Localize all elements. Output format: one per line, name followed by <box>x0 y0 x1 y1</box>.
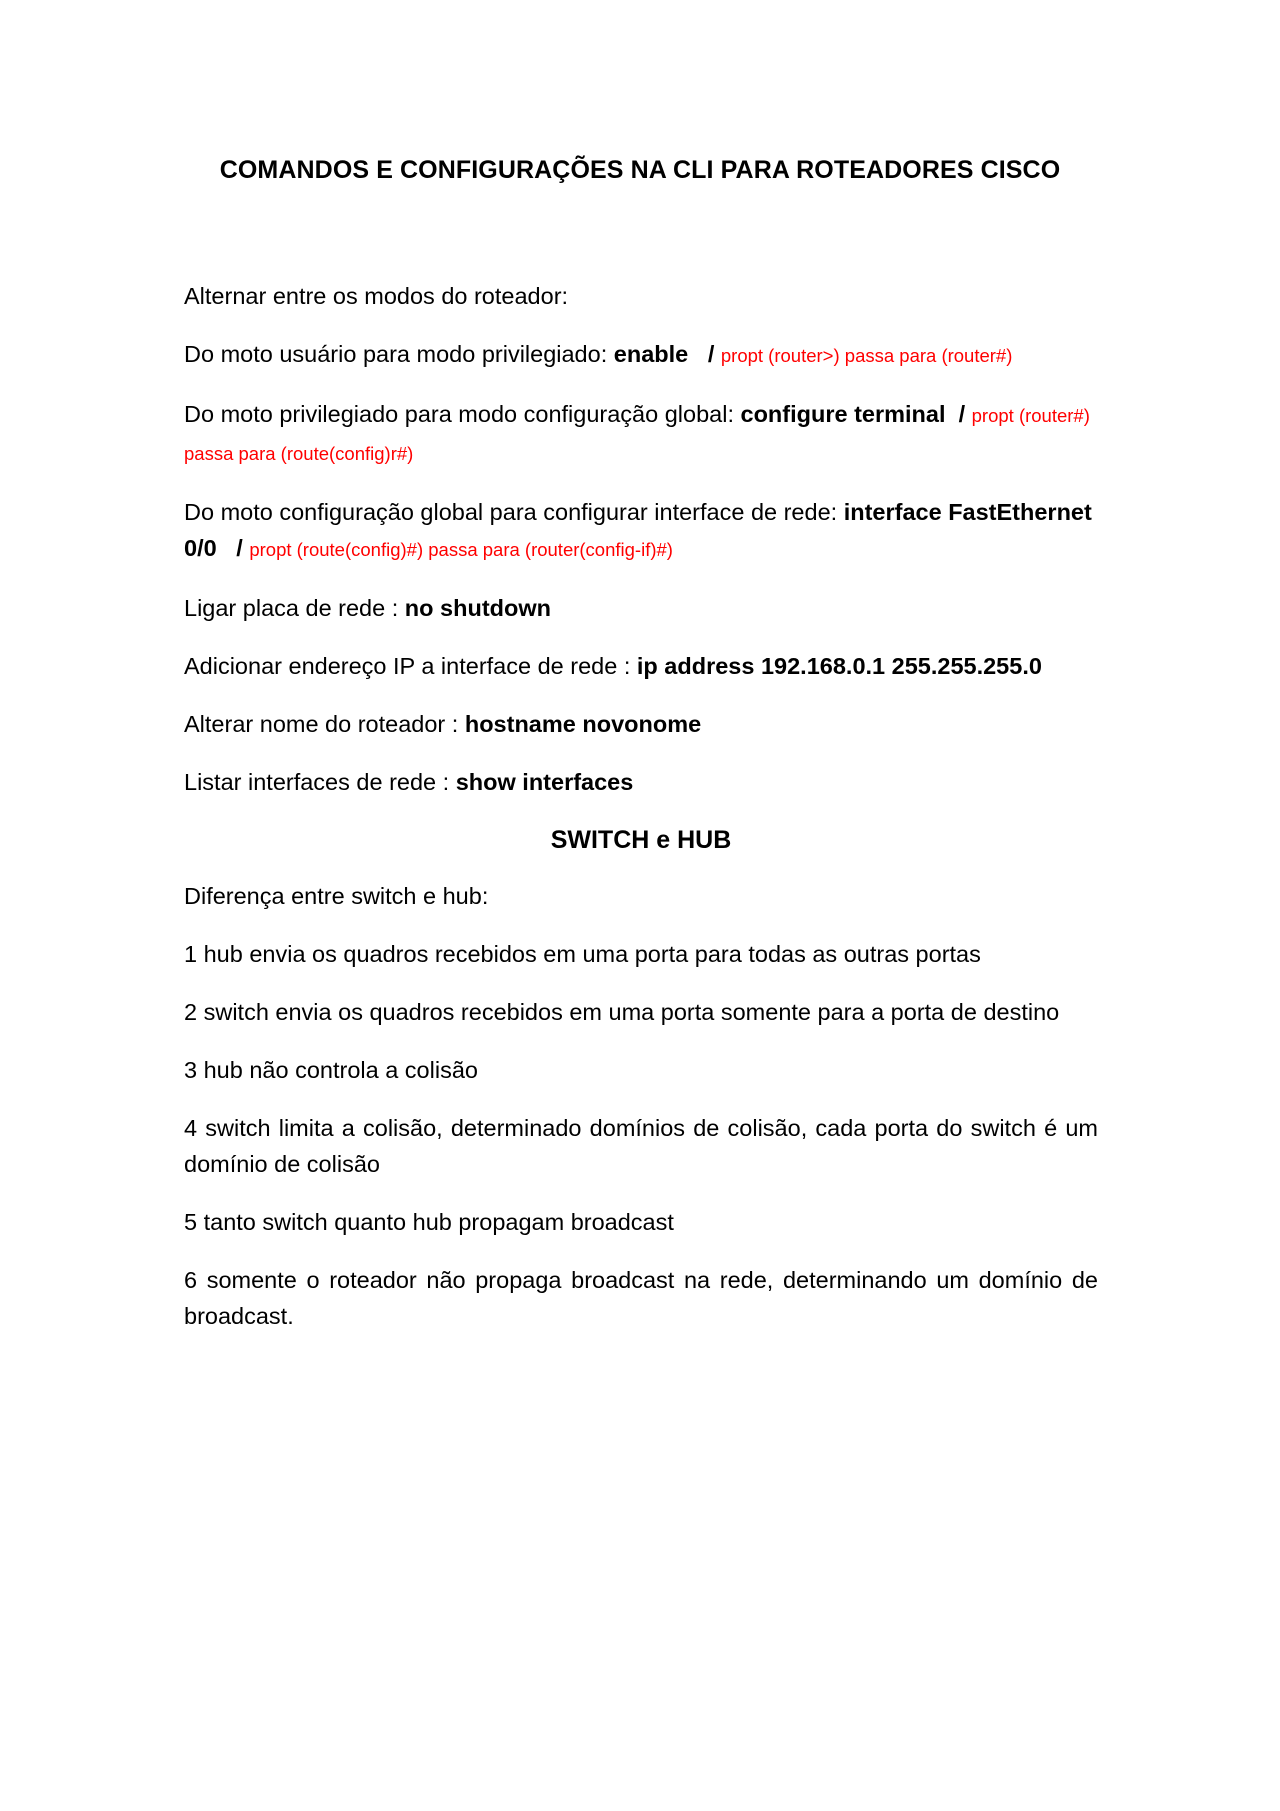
list-item: 6 somente o roteador não propaga broadcast na rede, determinando um domínio de broadcast. <box>184 1267 1098 1329</box>
section-subtitle: SWITCH e HUB <box>550 826 732 854</box>
mode-separator: / <box>236 535 243 561</box>
list-item: 3 hub não controla a colisão <box>184 1057 478 1083</box>
command-value: hostname novonome <box>464 711 702 737</box>
list-item: 2 switch envia os quadros recebidos em uma porta somente para a porta de destino <box>184 999 1060 1025</box>
command-value: show interfaces <box>455 769 634 795</box>
mode-command: enable <box>613 341 689 367</box>
command-text: Alterar nome do roteador : <box>184 711 465 737</box>
command-value: ip address 192.168.0.1 255.255.255.0 <box>636 653 1042 679</box>
mode-line-configure <box>184 396 1098 472</box>
mode-prompt-note: propt (router>) passa para (router#) <box>720 345 1013 366</box>
mode-separator: / <box>958 401 966 427</box>
command-value: no shutdown <box>404 595 551 621</box>
list-item: 5 tanto switch quanto hub propagam broadcast <box>184 1209 674 1235</box>
list-item: 4 switch limita a colisão, determinado domínios de colisão, cada porta do switch é um domínio de colisão <box>184 1115 1098 1177</box>
router-intro: Alternar entre os modos do roteador: <box>184 283 569 309</box>
document-body <box>184 278 1098 1356</box>
list-item: 1 hub envia os quadros recebidos em uma porta para todas as outras portas <box>184 941 981 967</box>
command-line-ip-address <box>184 648 1098 684</box>
switch-hub-intro: Diferença entre switch e hub: <box>184 883 489 909</box>
mode-text: Do moto privilegiado para modo configuração global: <box>184 401 741 427</box>
document-title: COMANDOS E CONFIGURAÇÕES NA CLI PARA ROTEADORES CISCO <box>219 156 1061 184</box>
command-line-no-shutdown <box>184 590 1098 626</box>
mode-line-interface <box>184 494 1098 568</box>
mode-prompt-note: propt (router#) passa para (route(config)r#) <box>184 405 1090 464</box>
mode-text: Do moto usuário para modo privilegiado: <box>184 341 614 367</box>
command-line-show-interfaces <box>184 764 1098 800</box>
command-line-hostname <box>184 706 1098 742</box>
mode-line-enable <box>184 336 1098 374</box>
command-text: Ligar placa de rede : <box>184 595 405 621</box>
mode-prompt-note: propt (route(config)#) passa para (router(config-if)#) <box>249 539 673 560</box>
command-text: Adicionar endereço IP a interface de rede : <box>184 653 637 679</box>
mode-command: interface FastEthernet 0/0 <box>184 499 1092 561</box>
mode-command: configure terminal <box>740 401 946 427</box>
mode-separator: / <box>707 341 715 367</box>
command-text: Listar interfaces de rede : <box>184 769 456 795</box>
mode-text: Do moto configuração global para configurar interface de rede: <box>184 499 844 525</box>
